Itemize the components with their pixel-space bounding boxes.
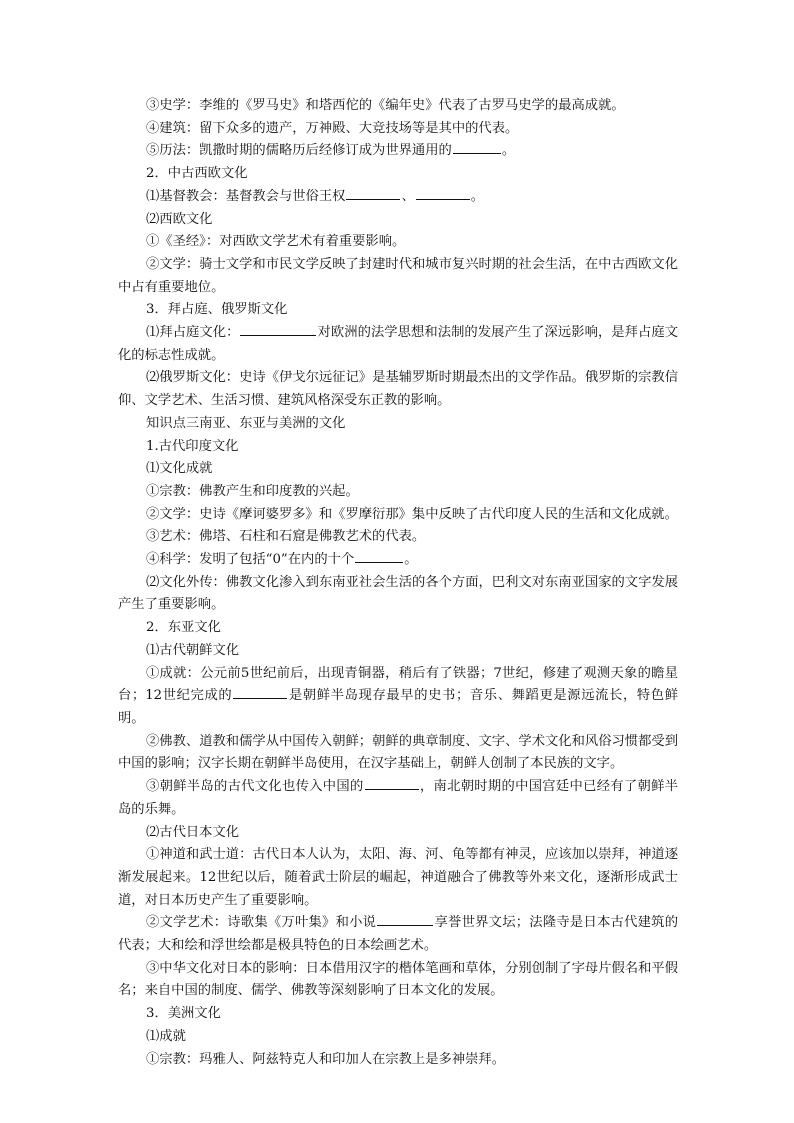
paragraph-christian-church: [118, 186, 678, 209]
subheading-west-european-culture: ⑵西欧文化: [146, 211, 213, 227]
fill-blank: [453, 140, 501, 154]
paragraph-korea-china-influence: ②佛教、道教和儒学从中国传入朝鲜；朝鲜的典章制度、文字、学术文化和风俗习惯都受到中国的影响；汉字长期在朝鲜半岛使用，在汉字基础上，朝鲜人创制了本民族的文字。: [118, 733, 678, 772]
fill-blank: [377, 912, 433, 926]
heading-americas: 3．美洲文化: [146, 1006, 221, 1022]
paragraph-india-religion: ①宗教：佛教产生和印度教的兴起。: [146, 483, 359, 499]
text-segment: 是朝鲜半岛现存最早的史书；音乐、舞蹈更是源远流长，特色鲜明。: [118, 688, 679, 726]
heading-knowledge-point-three: 知识点三南亚、东亚与美洲的文化: [146, 415, 346, 431]
text-segment: ①成就：公元前5世纪前后，出现青铜器，稍后有了铁器；7世纪，修建了观测天象的瞻星台；12世纪完成的: [118, 665, 678, 704]
heading-east-asia: 2．东亚文化: [146, 620, 221, 636]
paragraph-india-science: [118, 549, 678, 572]
subheading-cultural-achievements: ⑴文化成就: [146, 461, 213, 477]
text-segment: 、: [401, 188, 415, 204]
text-segment: ③朝鲜半岛的古代文化也传入中国的: [146, 779, 364, 795]
text-segment: ⑴拜占庭文化：: [146, 325, 240, 341]
paragraph-roman-history: ③史学：李维的《罗马史》和塔西佗的《编年史》代表了古罗马史学的最高成就。: [146, 98, 625, 113]
subheading-ancient-japan: ⑵古代日本文化: [146, 824, 240, 840]
paragraph-japan-literature-art: [118, 912, 678, 957]
text-segment: 享誉世界文坛；法隆寺是日本古代建筑的代表；大和绘和浮世绘都是极具特色的日本绘画艺术。: [118, 915, 679, 954]
fill-blank: [365, 776, 419, 790]
paragraph-literature-west: ②文学：骑士文学和市民文学反映了封建时代和城市复兴时期的社会生活，在中古西欧文化中占有重要地位。: [118, 256, 678, 295]
text-segment: 。: [501, 143, 516, 159]
fill-blank: [355, 549, 403, 563]
paragraph-india-art: ③艺术：佛塔、石柱和石窟是佛教艺术的代表。: [146, 529, 426, 545]
heading-medieval-west-europe: 2．中古西欧文化: [146, 166, 248, 182]
subheading-ancient-korea: ⑴古代朝鲜文化: [146, 642, 240, 658]
paragraph-bible: ①《圣经》：对西欧文学艺术有着重要影响。: [146, 234, 406, 250]
text-segment: ④科学：发明了包括“0”在内的十个: [146, 552, 355, 568]
fill-blank: [233, 685, 287, 699]
heading-ancient-india: 1.古代印度文化: [146, 438, 239, 454]
fill-blank: [240, 322, 316, 336]
text-segment: ，南北朝时期的中国宫廷中已经有了朝鲜半岛的乐舞。: [118, 779, 679, 817]
paragraph-byzantine: [118, 322, 678, 367]
paragraph-india-literature: ②文学：史诗《摩诃婆罗多》和《罗摩衍那》集中反映了古代印度人民的生活和文化成就。: [146, 506, 678, 522]
text-segment: ⑤历法：凯撒时期的儒略历后经修订成为世界通用的: [146, 143, 452, 159]
paragraph-india-spread: ⑵文化外传：佛教文化渗入到东南亚社会生活的各个方面，巴利文对东南亚国家的文字发展产生了重要影响。: [118, 574, 678, 613]
paragraph-korea-achievements: [118, 663, 678, 731]
paragraph-russian: ⑵俄罗斯文化：史诗《伊戈尔远征记》是基辅罗斯时期最杰出的文学作品。俄罗斯的宗教信仰、文学艺术、生活习惯、建筑风格深受东正教的影响。: [118, 370, 678, 409]
subheading-americas-achievements: ⑴成就: [146, 1028, 186, 1044]
paragraph-korea-to-china: [118, 776, 678, 821]
heading-byzantine-russian: 3．拜占庭、俄罗斯文化: [146, 302, 288, 318]
text-segment: 。: [470, 188, 485, 204]
fill-blank: [416, 186, 470, 200]
paragraph-roman-architecture: ④建筑：留下众多的遗产，万神殿、大竞技场等是其中的代表。: [146, 120, 519, 136]
text-segment: 。: [404, 552, 418, 568]
text-segment: ②文学艺术：诗歌集《万叶集》和小说: [146, 915, 377, 931]
text-segment: 对欧洲的法学思想和法制的发展产生了深远影响，是拜占庭文化的标志性成就。: [118, 325, 679, 363]
document-body: [118, 95, 678, 1071]
text-segment: ⑴基督教会：基督教会与世俗王权: [146, 188, 346, 204]
paragraph-japan-china-influence: ③中华文化对日本的影响：日本借用汉字的楷体笔画和草体，分别创制了字母片假名和平假名；来自中国的制度、儒学、佛教等深刻影响了日本文化的发展。: [118, 960, 678, 999]
fill-blank: [346, 186, 400, 200]
paragraph-roman-calendar: [118, 140, 678, 163]
paragraph-shinto-bushido: ①神道和武士道：古代日本人认为，太阳、海、河、龟等都有神灵，应该加以崇拜，神道逐渐发展起来。12世纪以后，随着武士阶层的崛起，神道融合了佛教等外来文化，逐渐形成武士道，对日本历史产生了重要影响。: [118, 847, 678, 908]
paragraph-americas-religion: ①宗教：玛雅人、阿兹特克人和印加人在宗教上是多神崇拜。: [146, 1051, 506, 1067]
